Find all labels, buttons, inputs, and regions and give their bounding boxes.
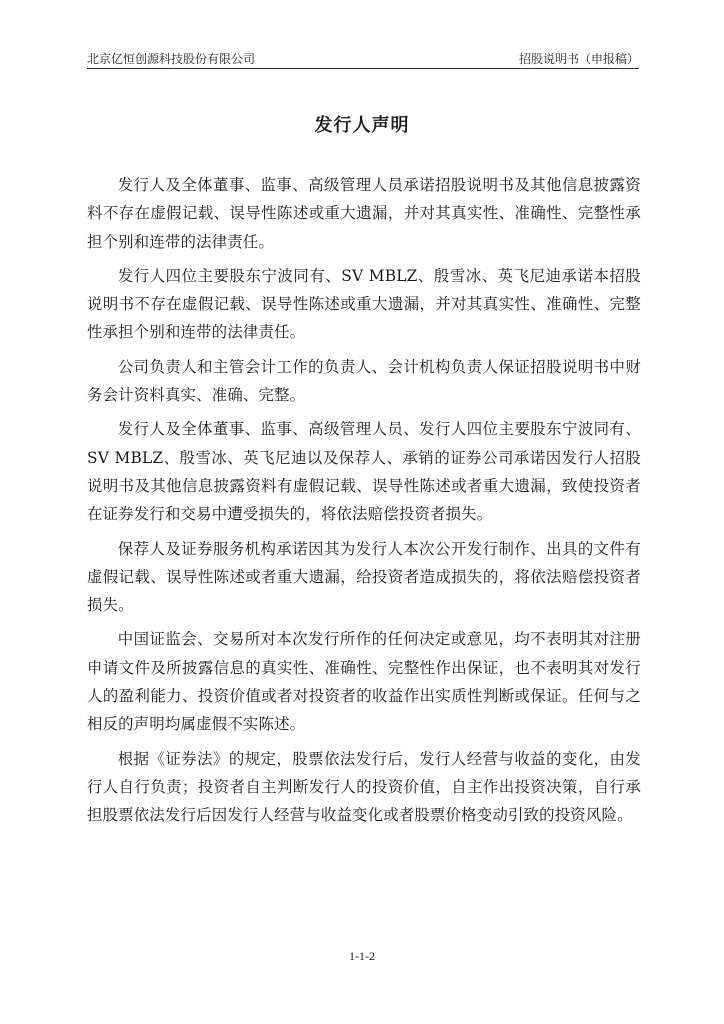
declaration-paragraph: 发行人及全体董事、监事、高级管理人员、发行人四位主要股东宁波同有、SV MBLZ、殷雪冰、英飞尼迪以及保荐人、承销的证券公司承诺因发行人招股说明书及其他信息披露资料有虚假记载、误导性陈述或者重大遗漏，致使投资者在证券发行和交易中遭受损失的，将依法赔偿投资者损失。 xyxy=(87,420,641,524)
declaration-paragraph: 保荐人及证券服务机构承诺因其为发行人本次公开发行制作、出具的文件有虚假记载、误导性陈述或者重大遗漏，给投资者造成损失的，将依法赔偿投资者损失。 xyxy=(87,539,641,615)
page-header xyxy=(87,48,639,66)
declaration-paragraph: 发行人四位主要股东宁波同有、SV MBLZ、殷雪冰、英飞尼迪承诺本招股说明书不存在虚假记载、误导性陈述或重大遗漏，并对其真实性、准确性、完整性承担个别和连带的法律责任。 xyxy=(87,266,641,342)
declaration-paragraph: 发行人及全体董事、监事、高级管理人员承诺招股说明书及其他信息披露资料不存在虚假记载、误导性陈述或重大遗漏，并对其真实性、准确性、完整性承担个别和连带的法律责任。 xyxy=(87,176,641,251)
header-document-type: 招股说明书（申报稿） xyxy=(518,52,639,66)
header-company-name: 北京亿恒创源科技股份有限公司 xyxy=(87,52,256,66)
page-number: 1-1-2 xyxy=(349,949,375,963)
declaration-body xyxy=(87,171,641,836)
declaration-paragraph: 根据《证券法》的规定，股票依法发行后，发行人经营与收益的变化，由发行人自行负责；投资者自主判断发行人的投资价值，自主作出投资决策，自行承担股票依法发行后因发行人经营与收益变化或者股票价格变动引致的投资风险。 xyxy=(87,749,641,825)
declaration-paragraph: 中国证监会、交易所对本次发行所作的任何决定或意见，均不表明其对注册申请文件及所披露信息的真实性、准确性、完整性作出保证，也不表明其对发行人的盈利能力、投资价值或者对投资者的收益作出实质性判断或保证。任何与之相反的声明均属虚假不实陈述。 xyxy=(87,630,641,734)
page-title: 发行人声明 xyxy=(314,115,410,137)
declaration-paragraph: 公司负责人和主管会计工作的负责人、会计机构负责人保证招股说明书中财务会计资料真实、准确、完整。 xyxy=(87,357,641,405)
header-divider xyxy=(87,68,639,69)
